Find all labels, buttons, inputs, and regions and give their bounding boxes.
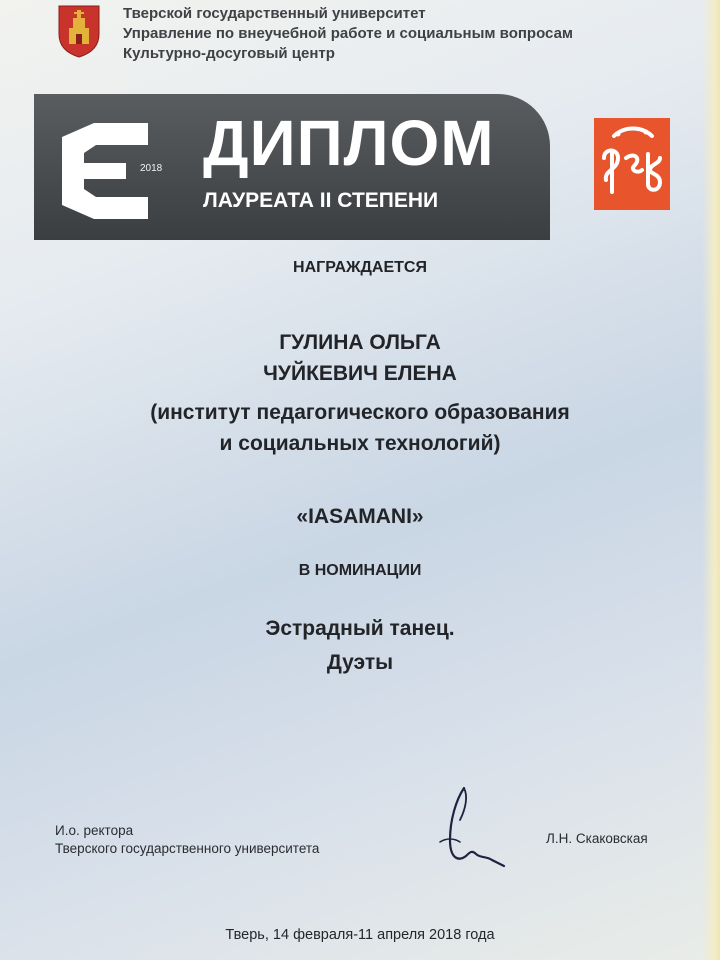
coat-of-arms-icon (57, 4, 101, 58)
laureate-subtitle: ЛАУРЕАТА II СТЕПЕНИ (203, 189, 439, 212)
ensemble-name: «IASAMANI» (296, 505, 424, 528)
position-line-1: И.о. ректора (55, 823, 134, 838)
signatory-name: Л.Н. Скаковская (546, 831, 648, 846)
nomination-label: В НОМИНАЦИИ (298, 562, 422, 579)
header-block (123, 4, 573, 64)
university-name: Тверской государственный университет (123, 5, 426, 22)
signatory-position (55, 822, 319, 858)
festival-logo-icon (594, 118, 670, 210)
institute-line-2: и социальных технологий) (219, 432, 501, 455)
recipient-name-2: ЧУЙКЕВИЧ ЕЛЕНА (263, 362, 457, 385)
institute-line-1: (институт педагогического образования (150, 401, 570, 424)
nomination-line-1: Эстрадный танец. (265, 617, 455, 640)
position-line-2: Тверского государственного университета (55, 841, 320, 856)
handwritten-signature (420, 780, 510, 870)
nomination-line-2: Дуэты (326, 651, 394, 674)
diploma-title: ДИПЛОМ (203, 107, 495, 179)
paper-edge (702, 0, 720, 960)
center-name: Культурно-досуговый центр (123, 45, 335, 62)
logo-year: 2018 (140, 163, 163, 174)
awarded-label: НАГРАЖДАЕТСЯ (293, 259, 427, 276)
e-logo-icon (54, 123, 148, 219)
recipient-name-1: ГУЛИНА ОЛЬГА (279, 331, 441, 354)
department-name: Управление по внеучебной работе и социальным вопросам (123, 25, 574, 42)
place-and-date: Тверь, 14 февраля-11 апреля 2018 года (225, 927, 495, 943)
